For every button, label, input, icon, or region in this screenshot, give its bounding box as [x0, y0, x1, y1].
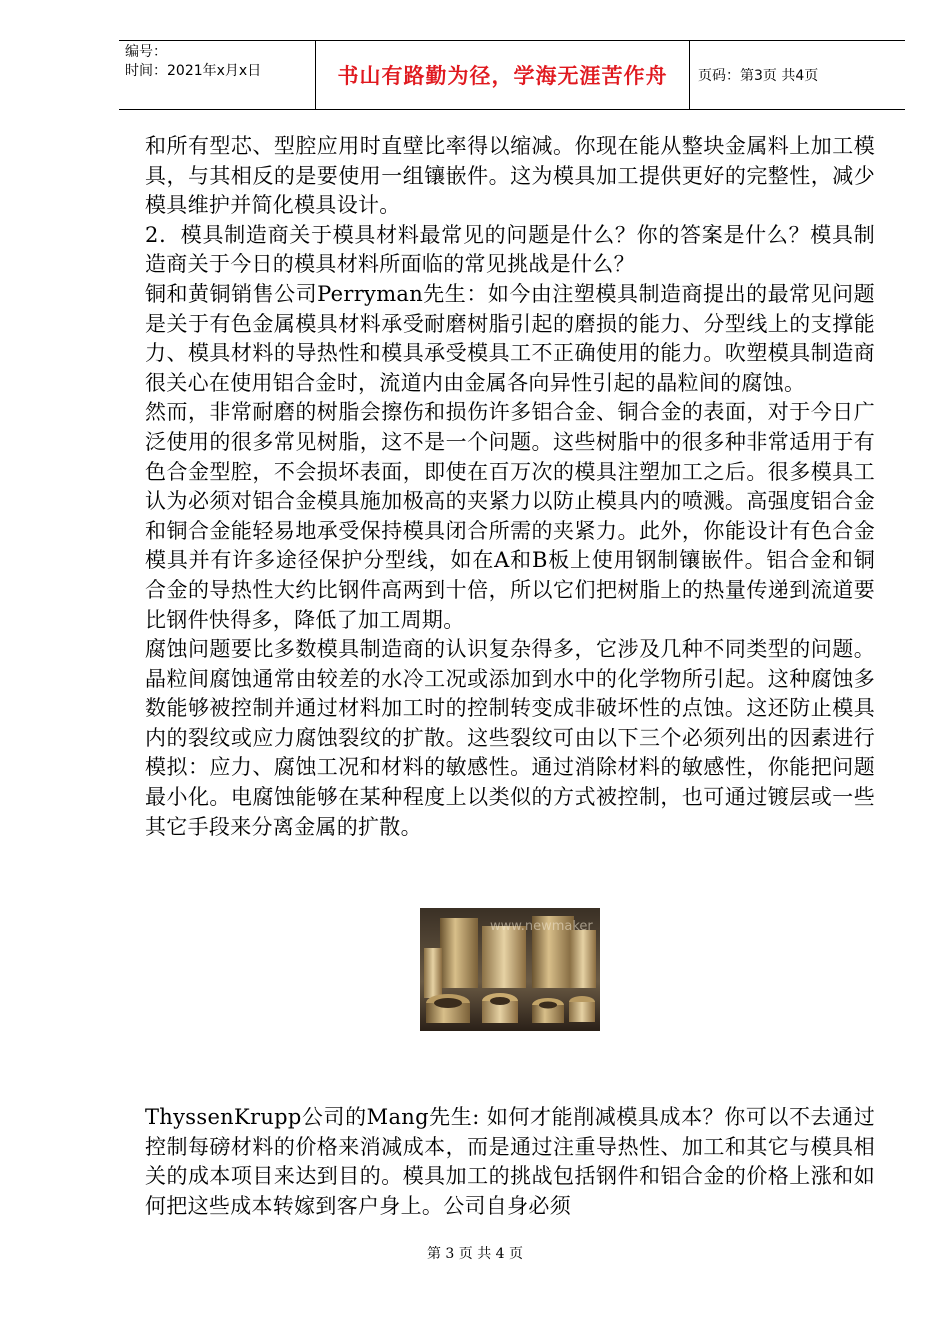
- header-meta: [119, 41, 316, 109]
- body-text: [145, 132, 875, 842]
- footer-page-number: 第 3 页 共 4 页: [426, 1246, 524, 1262]
- photo-watermark: www.newmaker: [490, 919, 593, 934]
- body-text-continued: [145, 1103, 875, 1221]
- paragraph: 铜和黄铜销售公司Perryman先生：如今由注塑模具制造商提出的最常见问题是关于有色金属模具材料承受耐磨树脂引起的磨损的能力、分型线上的支撑能力、模具材料的导热性和模具承受模具工不正确使用的能力。吹塑模具制造商很关心在使用铝合金时，流道内由金属各向异性引起的晶粒间的腐蚀。: [145, 281, 875, 395]
- number-label: 编号：: [125, 44, 167, 60]
- paragraph: ThyssenKrupp公司的Mang先生: 如何才能削减模具成本？你可以不去通过控制每磅材料的价格来消减成本，而是通过注重导热性、加工和其它与模具相关的成本项目来达到目的。模具加工的挑战包括钢件和铝合金的价格上涨和如何把这些成本转嫁到客户身上。公司自身必须: [145, 1105, 875, 1218]
- paragraph: 腐蚀问题要比多数模具制造商的认识复杂得多，它涉及几种不同类型的问题。晶粒间腐蚀通常由较差的水冷工况或添加到水中的化学物所引起。这种腐蚀多数能够被控制并通过材料加工时的控制转变成非破坏性的点蚀。这还防止模具内的裂纹或应力腐蚀裂纹的扩散。这些裂纹可由以下三个必须列出的因素进行模拟：应力、腐蚀工况和材料的敏感性。通过消除材料的敏感性，你能把问题最小化。电腐蚀能够在某种程度上以类似的方式被控制，也可通过镀层或一些其它手段来分离金属的扩散。: [145, 637, 875, 839]
- paragraph: 2．模具制造商关于模具材料最常见的问题是什么？你的答案是什么？模具制造商关于今日的模具材料所面临的常见挑战是什么？: [145, 222, 875, 277]
- paragraph: 然而，非常耐磨的树脂会擦伤和损伤许多铝合金、铜合金的表面，对于今日广泛使用的很多常见树脂，这不是一个问题。这些树脂中的很多种非常适用于有色合金型腔，不会损坏表面，即使在百万次的模具注塑加工之后。很多模具工认为必须对铝合金模具施加极高的夹紧力以防止模具内的喷溅。高强度铝合金和铜合金能轻易地承受保持模具闭合所需的夹紧力。此外，你能设计有色合金模具并有许多途径保护分型线，如在A和B板上使用钢制镶嵌件。铝合金和铜合金的导热性大约比钢件高两到十倍，所以它们把树脂上的热量传递到流道要比钢件快得多，降低了加工周期。: [145, 400, 875, 632]
- motto: 书山有路勤为径，学海无涯苦作舟: [337, 64, 668, 88]
- paragraph: 和所有型芯、型腔应用时直壁比率得以缩减。你现在能从整块金属料上加工模具，与其相反的是要使用一组镶嵌件。这为模具加工提供更好的完整性，减少模具维护并简化模具设计。: [145, 134, 875, 218]
- header-page-cell: [690, 41, 905, 109]
- header-motto-cell: [316, 41, 690, 109]
- mold-photo: [420, 908, 600, 1031]
- document-header: [119, 40, 905, 110]
- time-label: 时间：2021年x月x日: [125, 63, 262, 79]
- page-footer: [0, 1243, 950, 1263]
- page-label: 页码：第3页 共4页: [698, 68, 819, 84]
